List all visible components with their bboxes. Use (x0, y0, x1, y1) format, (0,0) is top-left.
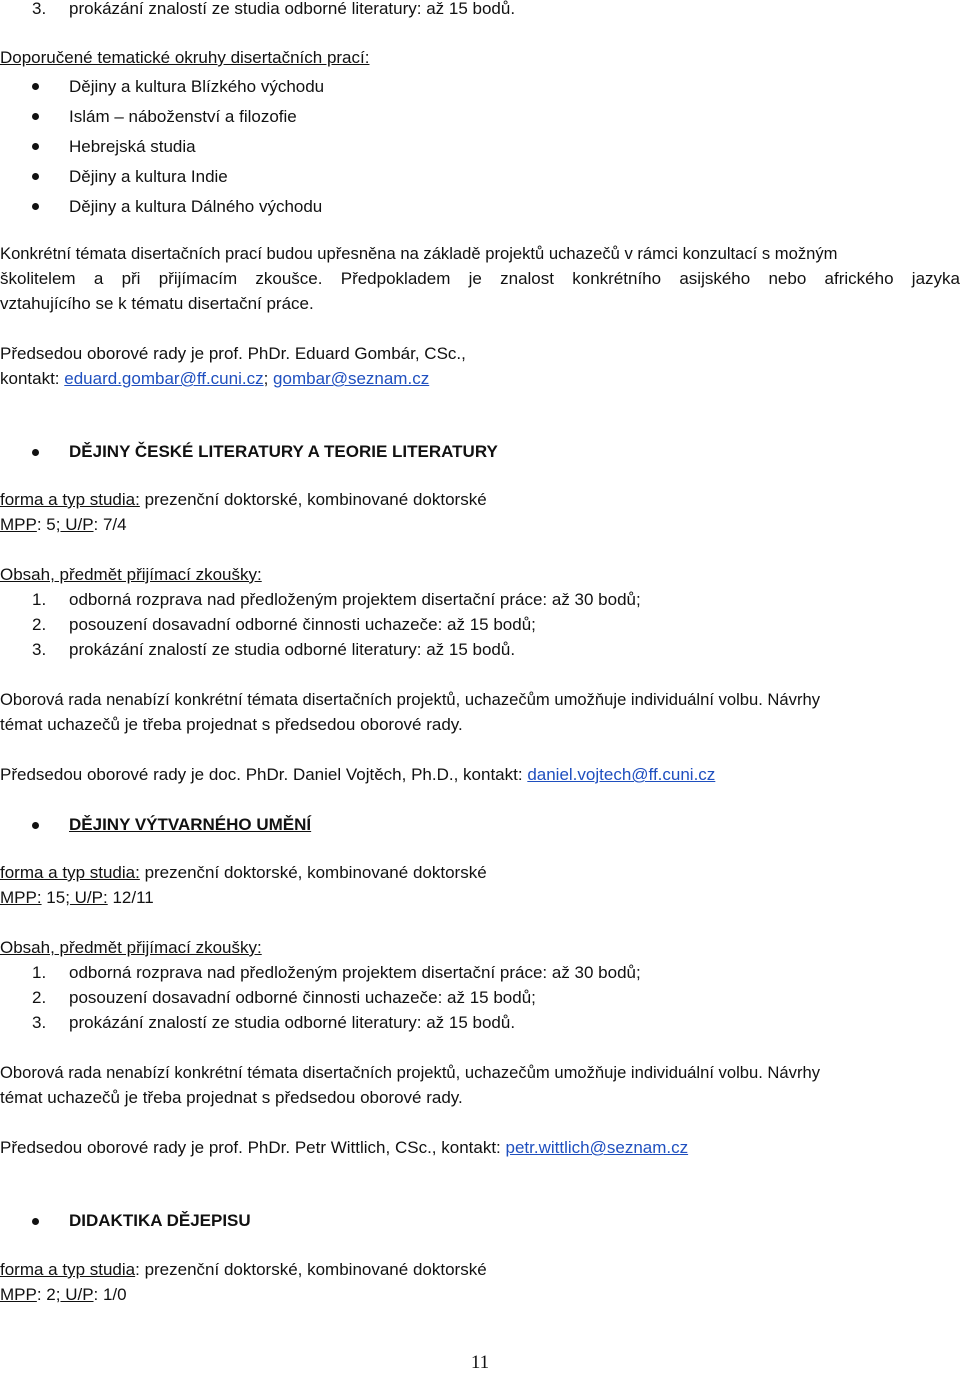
topics-paragraph-line: Konkrétní témata disertačních prací budou upřesněna na základě projektů uchazečů v rámci konzultací s možným (0, 244, 838, 263)
study-form-label: forma a typ studia (0, 1260, 136, 1279)
item-number: 2. (32, 988, 47, 1007)
mpp-line (0, 514, 127, 536)
mpp-label: MPP (0, 515, 37, 534)
topic-item: Dějiny a kultura Blízkého východu (69, 77, 325, 96)
topics-paragraph-line: školitelem a při přijímacím zkoušce. Předpokladem je znalost konkrétního asijského nebo afrického jazyka (0, 269, 960, 288)
study-form-line (0, 489, 487, 511)
chair-line (0, 1137, 688, 1159)
mpp-value: : 5; (36, 515, 61, 534)
bullet-icon (32, 83, 39, 90)
bullet-icon (32, 113, 39, 120)
study-form-label: forma a typ studia: (0, 490, 140, 509)
item-text: prokázání znalostí ze studia odborné literatury: až 15 bodů. (69, 0, 516, 18)
contact-label: kontakt: (0, 369, 65, 388)
up-value: : 1/0 (93, 1285, 127, 1304)
bullet-icon (32, 173, 39, 180)
topic-item: Dějiny a kultura Indie (69, 167, 228, 186)
topic-item: Hebrejská studia (69, 137, 196, 156)
study-form-value: prezenční doktorské, kombinované doktorské (139, 863, 487, 882)
mpp-line (0, 1284, 127, 1306)
item-text: posouzení dosavadní odborné činnosti uchazeče: až 15 bodů; (69, 988, 536, 1007)
item-number: 1. (32, 963, 47, 982)
study-form-label: forma a typ studia: (0, 863, 140, 882)
up-label: U/P (60, 1285, 94, 1304)
up-label: U/P (60, 515, 94, 534)
item-number: 3. (32, 0, 47, 18)
chair-line: Předsedou oborové rady je prof. PhDr. Eduard Gombár, CSc., (0, 344, 466, 363)
item-number: 2. (32, 615, 47, 634)
section-title (69, 814, 311, 836)
item-text: odborná rozprava nad předloženým projektem disertační práce: až 30 bodů; (69, 590, 641, 609)
bullet-icon (32, 1218, 39, 1225)
item-text: prokázání znalostí ze studia odborné literatury: až 15 bodů. (69, 1013, 516, 1032)
study-form-value: : prezenční doktorské, kombinované doktorské (135, 1260, 487, 1279)
topics-heading: Doporučené tematické okruhy disertačních prací: (0, 48, 370, 67)
study-form-line (0, 862, 487, 884)
exam-label: Obsah, předmět přijímací zkoušky: (0, 938, 262, 957)
item-number: 1. (32, 590, 47, 609)
mpp-value: : 2; (36, 1285, 61, 1304)
note-line: témat uchazečů je třeba projednat s předsedou oborové rady. (0, 715, 463, 734)
topics-paragraph-line: vztahujícího se k tématu disertační práce. (0, 294, 314, 313)
email-link[interactable]: petr.wittlich@seznam.cz (505, 1138, 689, 1157)
chair-line (0, 764, 715, 786)
bullet-icon (32, 143, 39, 150)
mpp-line (0, 887, 154, 909)
page-number: 11 (470, 1352, 490, 1373)
bullet-icon (32, 449, 39, 456)
mpp-label: MPP (0, 1285, 37, 1304)
up-label: U/P: (69, 888, 108, 907)
item-text: posouzení dosavadní odborné činnosti uchazeče: až 15 bodů; (69, 615, 536, 634)
up-value: : 7/4 (93, 515, 127, 534)
note-line: Oborová rada nenabízí konkrétní témata disertačních projektů, uchazečům umožňuje individuální volbu. Návrhy (0, 1063, 820, 1082)
mpp-value: 15; (41, 888, 70, 907)
item-number: 3. (32, 640, 47, 659)
note-line: témat uchazečů je třeba projednat s předsedou oborové rady. (0, 1088, 463, 1107)
bullet-icon (32, 822, 39, 829)
chair-text: Předsedou oborové rady je doc. PhDr. Daniel Vojtěch, Ph.D., kontakt: (0, 765, 528, 784)
email-link[interactable]: gombar@seznam.cz (273, 369, 430, 388)
bullet-icon (32, 203, 39, 210)
section-title: DIDAKTIKA DĚJEPISU (69, 1211, 251, 1230)
note-line: Oborová rada nenabízí konkrétní témata disertačních projektů, uchazečům umožňuje individuální volbu. Návrhy (0, 690, 820, 709)
item-number: 3. (32, 1013, 47, 1032)
email-link[interactable]: daniel.vojtech@ff.cuni.cz (527, 765, 716, 784)
chair-text: Předsedou oborové rady je prof. PhDr. Petr Wittlich, CSc., kontakt: (0, 1138, 506, 1157)
topic-item: Islám – náboženství a filozofie (69, 107, 297, 126)
section-title: DĚJINY ČESKÉ LITERATURY A TEORIE LITERATURY (69, 442, 498, 461)
mpp-label: MPP: (0, 888, 42, 907)
separator: ; (263, 369, 274, 388)
item-text: odborná rozprava nad předloženým projektem disertační práce: až 30 bodů; (69, 963, 641, 982)
contact-line (0, 368, 429, 390)
study-form-line (0, 1259, 487, 1281)
up-value: 12/11 (107, 888, 154, 907)
item-text: prokázání znalostí ze studia odborné literatury: až 15 bodů. (69, 640, 516, 659)
email-link[interactable]: eduard.gombar@ff.cuni.cz (64, 369, 264, 388)
exam-label: Obsah, předmět přijímací zkoušky: (0, 565, 262, 584)
topic-item: Dějiny a kultura Dálného východu (69, 197, 323, 216)
study-form-value: prezenční doktorské, kombinované doktorské (139, 490, 487, 509)
section-title-text: DĚJINY VÝTVARNÉHO UMĚNÍ (69, 815, 312, 834)
